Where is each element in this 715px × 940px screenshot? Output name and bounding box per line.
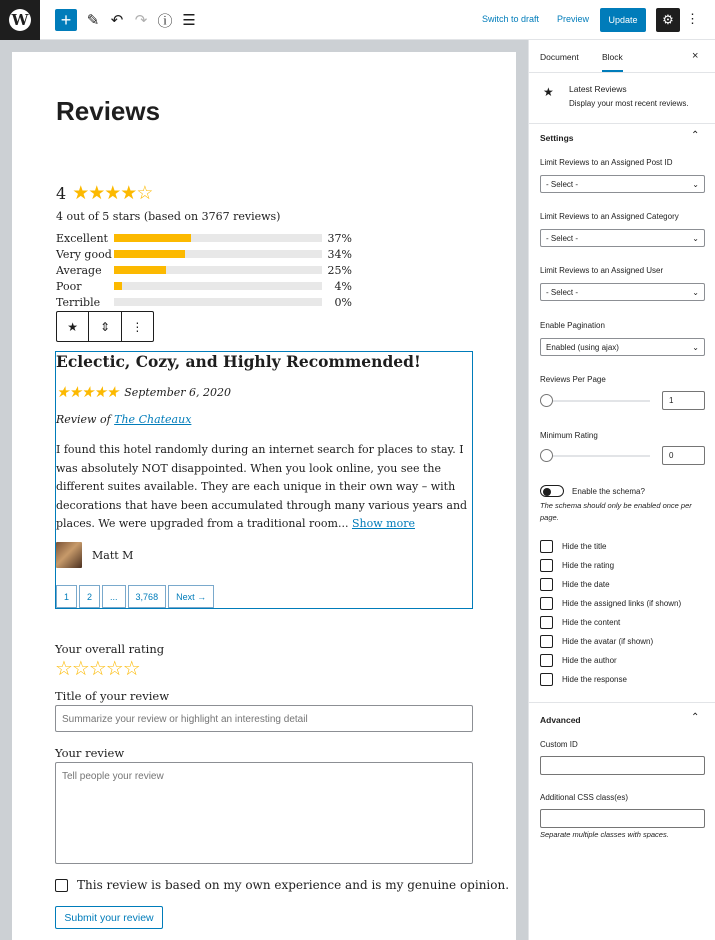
latest-review-block[interactable] [55, 351, 473, 609]
hide-option-label: Hide the title [562, 542, 607, 551]
distribution-row [56, 246, 356, 262]
checkbox[interactable] [540, 673, 553, 686]
pagination-label: Enable Pagination [540, 321, 605, 330]
rating-summary: 4 out of 5 stars (based on 3767 reviews) [56, 210, 281, 223]
review-of-link[interactable]: The Chateaux [114, 413, 192, 426]
distribution-row [56, 278, 356, 294]
chevron-down-icon: ⌄ [692, 342, 699, 352]
editor-canvas [0, 40, 528, 940]
checkbox[interactable] [540, 635, 553, 648]
category-select[interactable] [540, 229, 705, 247]
advanced-panel-header[interactable]: Advanced [540, 715, 581, 725]
review-meta [56, 383, 231, 401]
block-star-icon: ★ [543, 85, 554, 99]
distribution-label: Terrible [56, 295, 101, 309]
editor-topbar [0, 0, 715, 40]
chevron-up-icon[interactable]: ⌃ [691, 130, 700, 141]
distribution-percent: 0% [334, 295, 352, 309]
distribution-percent: 4% [334, 279, 352, 293]
checkbox[interactable] [540, 540, 553, 553]
hide-option[interactable] [540, 540, 606, 553]
min-rating-label: Minimum Rating [540, 431, 598, 440]
list-view-icon[interactable]: ☰ [182, 12, 196, 29]
settings-panel-header[interactable]: Settings [540, 133, 574, 143]
distribution-percent: 37% [327, 231, 352, 245]
block-card [529, 73, 715, 124]
settings-gear-icon[interactable]: ⚙ [656, 8, 680, 32]
consent-text: This review is based on my own experience and is my genuine opinion. [77, 878, 510, 892]
hide-option-label: Hide the response [562, 675, 627, 684]
move-up-down-icon[interactable]: ⇕ [89, 312, 121, 341]
overall-rating-label: Your overall rating [55, 642, 165, 656]
chevron-down-icon: ⌄ [692, 287, 699, 297]
pagination-select[interactable] [540, 338, 705, 356]
review-stars: ★★★★★ [56, 383, 119, 401]
post-id-select[interactable] [540, 175, 705, 193]
rating-distribution [56, 230, 356, 310]
review-title: Eclectic, Cozy, and Highly Recommended! [56, 352, 421, 371]
sidebar-tabs [529, 40, 715, 73]
review-of-prefix: Review of [56, 413, 111, 426]
hide-option[interactable] [540, 578, 610, 591]
distribution-bar [114, 266, 322, 274]
block-options-icon[interactable]: ⋮ [131, 319, 144, 334]
distribution-label: Poor [56, 279, 82, 293]
redo-icon[interactable]: ↷ [134, 12, 148, 29]
average-rating-value: 4 [56, 183, 67, 203]
block-name: Latest Reviews [569, 84, 627, 94]
undo-icon[interactable]: ↶ [110, 12, 124, 29]
hide-option[interactable] [540, 673, 627, 686]
distribution-bar [114, 282, 322, 290]
show-more-link[interactable]: Show more [351, 517, 415, 530]
block-type-star-icon[interactable]: ★ [57, 312, 89, 341]
review-body-label: Your review [55, 746, 125, 760]
page-content [12, 52, 516, 940]
avatar [56, 542, 82, 568]
consent-row [55, 878, 509, 892]
hide-option-label: Hide the date [562, 580, 610, 589]
distribution-percent: 34% [327, 247, 352, 261]
submit-review-button[interactable]: Submit your review [55, 906, 163, 929]
checkbox[interactable] [540, 578, 553, 591]
hide-option-label: Hide the avatar (if shown) [562, 637, 654, 646]
consent-checkbox[interactable] [55, 879, 68, 892]
pagination-value: Enabled (using ajax) [546, 342, 619, 352]
custom-id-input[interactable] [540, 756, 705, 775]
post-id-label: Limit Reviews to an Assigned Post ID [540, 158, 673, 167]
distribution-row [56, 230, 356, 246]
distribution-percent: 25% [327, 263, 352, 277]
distribution-row [56, 294, 356, 310]
page-link[interactable]: 2 [79, 585, 100, 608]
block-description: Display your most recent reviews. [569, 99, 689, 108]
block-toolbar [56, 311, 154, 342]
tab-document[interactable]: Document [540, 52, 579, 62]
post-id-value: - Select - [546, 179, 579, 189]
category-label: Limit Reviews to an Assigned Category [540, 212, 679, 221]
chevron-down-icon: ⌄ [692, 179, 699, 189]
distribution-bar [114, 250, 322, 258]
page-link[interactable]: Next → [168, 585, 214, 608]
hide-option-label: Hide the assigned links (if shown) [562, 599, 682, 608]
checkbox[interactable] [540, 654, 553, 667]
distribution-bar [114, 234, 322, 242]
min-rating-slider[interactable] [540, 447, 650, 465]
schema-help: The schema should only be enabled once per page. [540, 501, 692, 522]
settings-sidebar [528, 40, 715, 940]
page-link[interactable]: 3,768 [128, 585, 167, 608]
hide-option[interactable] [540, 616, 620, 629]
slider-handle[interactable] [540, 449, 553, 462]
hide-option[interactable] [540, 635, 653, 648]
css-class-label: Additional CSS class(es) [540, 793, 629, 802]
review-of [56, 413, 191, 426]
add-block-button[interactable]: + [55, 9, 77, 31]
update-button[interactable]: Update [600, 8, 646, 32]
edit-pencil-icon[interactable]: ✎ [86, 12, 100, 29]
review-content [56, 441, 476, 534]
user-select[interactable] [540, 283, 705, 301]
rating-input-stars[interactable]: ☆☆☆☆☆ [55, 656, 140, 680]
review-body-textarea[interactable]: Tell people your review [55, 762, 473, 864]
preview-button[interactable]: Preview [557, 14, 590, 24]
hide-option[interactable] [540, 654, 617, 667]
per-page-slider[interactable] [540, 392, 650, 410]
per-page-label: Reviews Per Page [540, 375, 606, 384]
review-author: Matt M [92, 549, 134, 562]
page-link[interactable]: 1 [56, 585, 77, 608]
review-date: September 6, 2020 [124, 385, 231, 399]
hide-option[interactable] [540, 597, 681, 610]
per-page-input[interactable]: 1 [662, 391, 705, 410]
min-rating-input[interactable]: 0 [662, 446, 705, 465]
page-title[interactable]: Reviews [56, 96, 161, 126]
wordpress-icon: W [9, 9, 31, 31]
pagination [56, 585, 214, 608]
checkbox[interactable] [540, 597, 553, 610]
custom-id-label: Custom ID [540, 740, 578, 749]
hide-option[interactable] [540, 559, 614, 572]
schema-label: Enable the schema? [572, 487, 645, 496]
average-rating [56, 182, 152, 204]
slider-handle[interactable] [540, 394, 553, 407]
hide-option-label: Hide the rating [562, 561, 615, 570]
close-icon[interactable]: × [692, 50, 699, 62]
distribution-row [56, 262, 356, 278]
distribution-label: Very good [56, 247, 112, 261]
more-options-icon[interactable]: ⋮ [686, 11, 699, 26]
chevron-up-icon[interactable]: ⌃ [691, 712, 700, 723]
category-value: - Select - [546, 233, 579, 243]
info-icon[interactable]: ⓘ [157, 12, 173, 30]
hide-option-label: Hide the content [562, 618, 621, 627]
checkbox[interactable] [540, 616, 553, 629]
distribution-label: Average [56, 263, 102, 277]
average-stars: ★★★★☆ [72, 182, 153, 204]
user-value: - Select - [546, 287, 579, 297]
page-link[interactable]: ... [102, 585, 126, 608]
wordpress-logo-button[interactable] [0, 0, 40, 40]
review-title-label: Title of your review [55, 689, 170, 703]
switch-to-draft-button[interactable]: Switch to draft [482, 14, 540, 24]
review-text: I found this hotel randomly during an internet search for places to stay. I was absolutely NOT disappointed. When you look online, you see the different suites available. They are each unique in their own way – with decorations that have been accumulated through many various years and places. We were upgraded from a traditional room... [56, 443, 468, 530]
checkbox[interactable] [540, 559, 553, 572]
chevron-down-icon: ⌄ [692, 233, 699, 243]
distribution-label: Excellent [56, 231, 108, 245]
schema-toggle[interactable] [540, 485, 564, 497]
hide-option-label: Hide the author [562, 656, 617, 665]
user-label: Limit Reviews to an Assigned User [540, 266, 664, 275]
distribution-bar [114, 298, 322, 306]
css-class-help: Separate multiple classes with spaces. [540, 830, 669, 839]
css-class-input[interactable] [540, 809, 705, 828]
review-title-input[interactable]: Summarize your review or highlight an interesting detail [55, 705, 473, 732]
tab-block[interactable]: Block [602, 52, 623, 72]
